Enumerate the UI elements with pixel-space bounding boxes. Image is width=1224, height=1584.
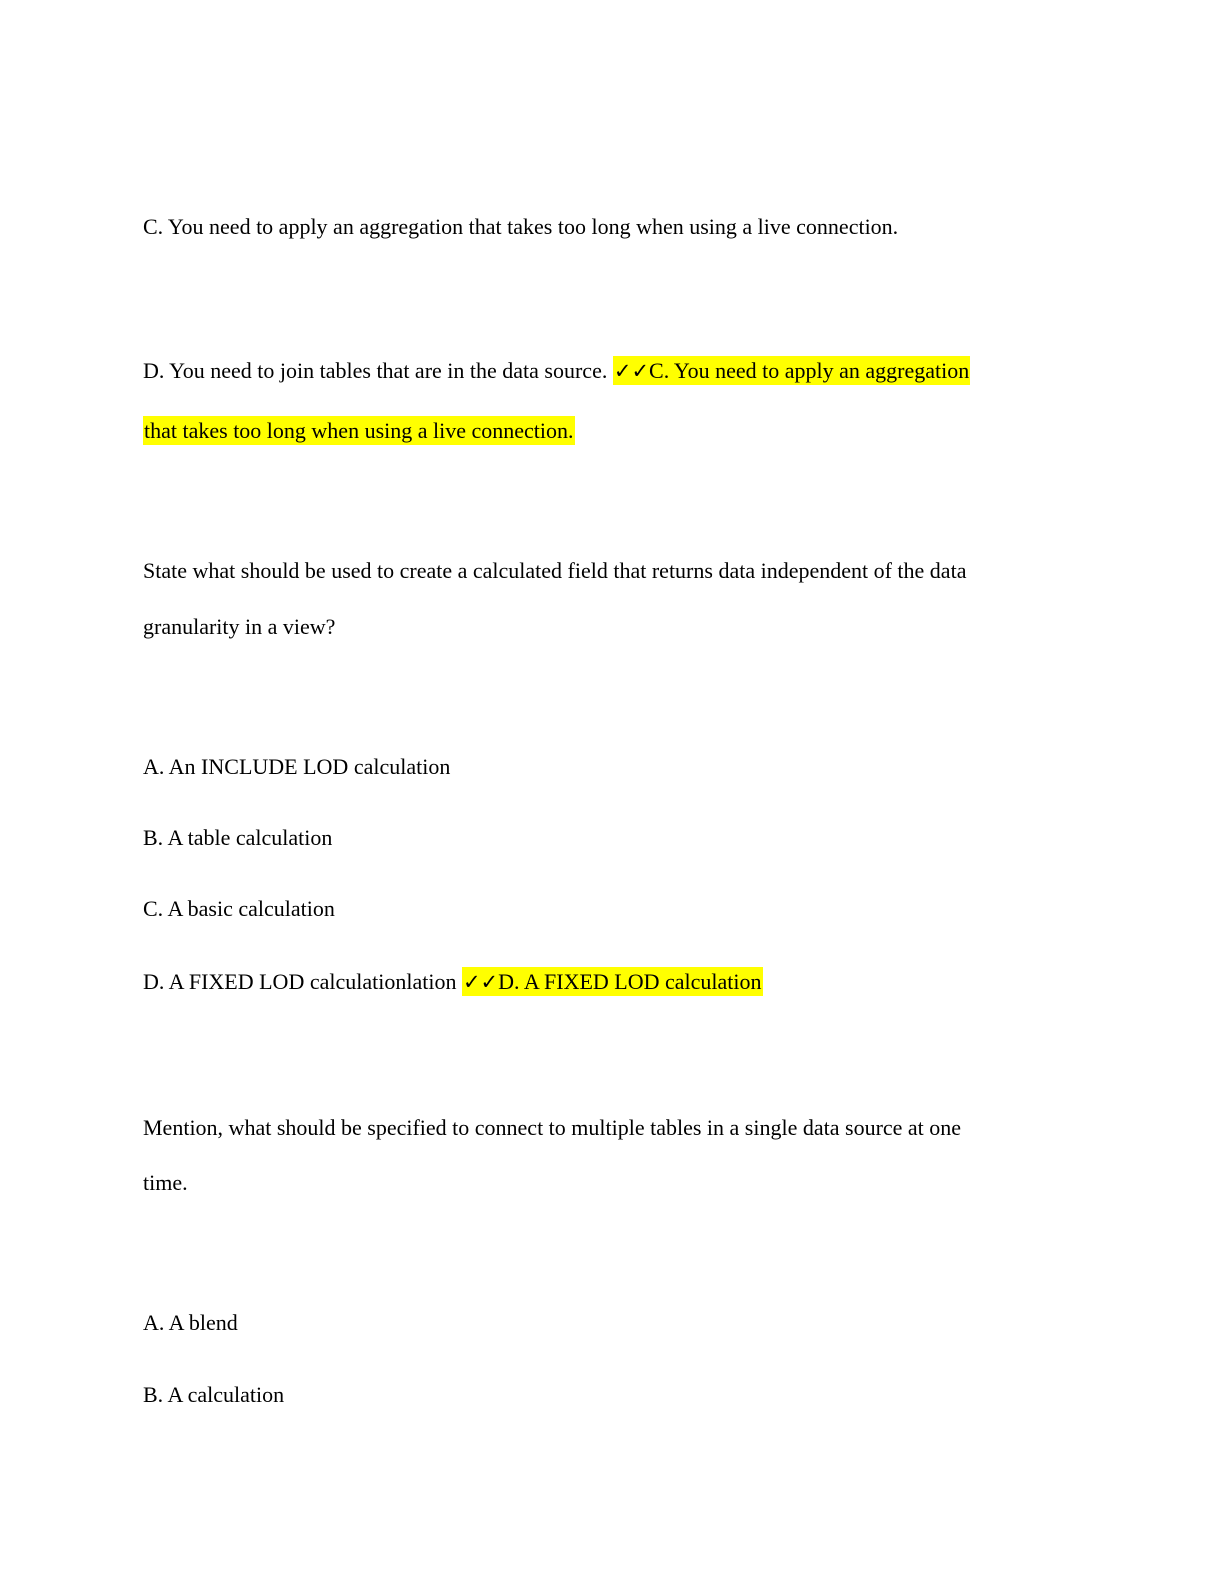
option-c-text: C. You need to apply an aggregation that takes too long when using a live connection. bbox=[143, 214, 899, 239]
question-3-line2: time. bbox=[143, 1170, 188, 1195]
q2-option-a: A. An INCLUDE LOD calculation bbox=[143, 754, 451, 779]
q3-option-b: B. A calculation bbox=[143, 1382, 285, 1407]
q2-option-d-with-answer bbox=[143, 968, 763, 996]
answer-continuation bbox=[143, 417, 575, 445]
q2-answer-text: D. A FIXED LOD calculation bbox=[498, 969, 762, 994]
double-check-icon: ✓✓ bbox=[613, 359, 650, 383]
answer-text-line2: that takes too long when using a live connection. bbox=[144, 418, 574, 443]
option-d-text: D. You need to join tables that are in the data source. bbox=[143, 358, 608, 383]
q3-option-a: A. A blend bbox=[143, 1310, 238, 1335]
question-2-line1: State what should be used to create a calculated field that returns data independent of the data bbox=[143, 558, 967, 583]
question-3-line1: Mention, what should be specified to connect to multiple tables in a single data source at one bbox=[143, 1115, 962, 1140]
q2-option-c: C. A basic calculation bbox=[143, 896, 335, 921]
q2-option-b: B. A table calculation bbox=[143, 825, 333, 850]
answer-text-line1: C. You need to apply an aggregation bbox=[649, 358, 970, 383]
q2-option-d-text: D. A FIXED LOD calculationlation bbox=[143, 969, 457, 994]
answer-highlight bbox=[613, 356, 970, 385]
question-2-line2: granularity in a view? bbox=[143, 614, 336, 639]
option-d-with-answer bbox=[143, 357, 970, 385]
q2-answer-highlight bbox=[462, 967, 763, 996]
double-check-icon: ✓✓ bbox=[462, 970, 499, 994]
